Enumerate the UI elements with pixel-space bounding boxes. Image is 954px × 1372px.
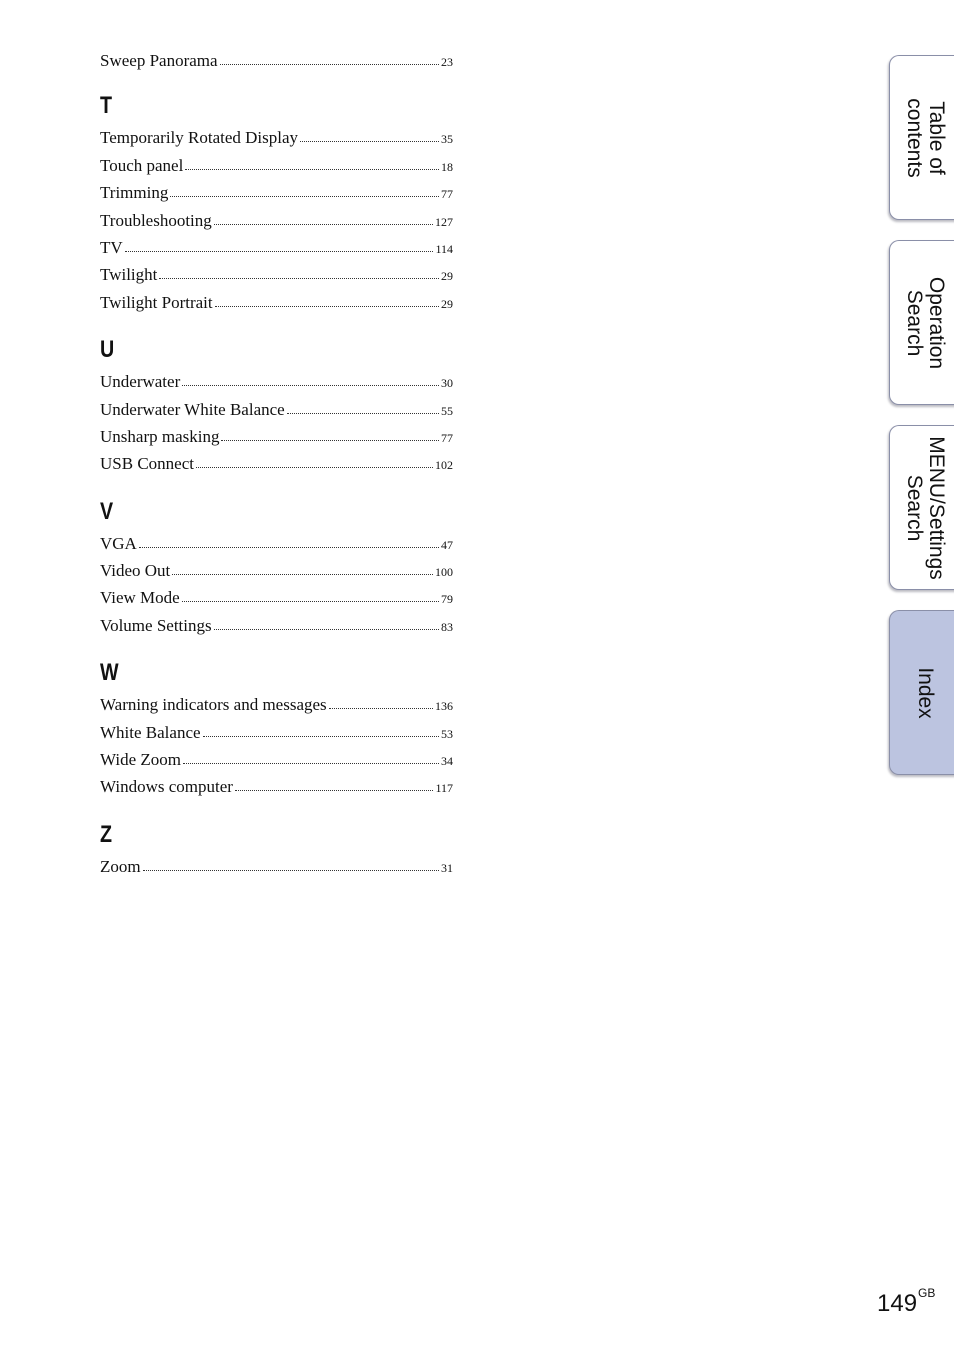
index-page-ref[interactable]: 23 [441, 55, 453, 69]
index-entry[interactable] [100, 691, 453, 718]
index-page-ref[interactable]: 127 [435, 214, 453, 229]
index-entry[interactable] [100, 557, 453, 584]
tab-label-line: MENU/Settings [924, 435, 948, 580]
index-term: Volume Settings [100, 615, 212, 635]
index-page-ref[interactable]: 34 [441, 754, 453, 769]
dot-leader [182, 385, 439, 386]
index-entry[interactable] [100, 450, 453, 477]
section-letter: Z [100, 820, 113, 848]
index-entry[interactable] [100, 853, 453, 880]
index-page-ref[interactable]: 30 [441, 376, 453, 391]
index-list [100, 47, 453, 880]
dot-leader [215, 306, 439, 307]
index-term: Trimming [100, 183, 169, 203]
index-page-ref[interactable]: 53 [441, 726, 453, 741]
dot-leader [185, 169, 439, 170]
tab-label [903, 436, 947, 580]
tab-label [914, 667, 936, 718]
index-page-ref[interactable]: 102 [435, 458, 453, 473]
index-term: TV [100, 237, 123, 257]
index-section-u [100, 336, 453, 478]
page-number [877, 1286, 936, 1318]
index-term: White Balance [100, 722, 201, 742]
index-section-v [100, 498, 453, 640]
dot-leader [183, 763, 439, 764]
tab-menu-settings-search[interactable] [889, 425, 954, 590]
index-page-ref[interactable]: 79 [441, 592, 453, 607]
index-entry[interactable] [100, 396, 453, 423]
index-page-ref[interactable]: 55 [441, 403, 453, 418]
dot-leader [300, 141, 439, 142]
index-page-ref[interactable]: 18 [441, 159, 453, 174]
index-page-ref[interactable]: 77 [441, 187, 453, 202]
index-page-ref[interactable]: 83 [441, 619, 453, 634]
index-entry[interactable] [100, 368, 453, 395]
index-term: Wide Zoom [100, 750, 181, 770]
index-entry[interactable] [100, 530, 453, 557]
index-entry[interactable] [100, 773, 453, 800]
index-entry[interactable] [100, 289, 453, 316]
dot-leader [139, 547, 439, 548]
dot-leader [329, 708, 433, 709]
index-entry[interactable] [100, 612, 453, 639]
index-term: Temporarily Rotated Display [100, 128, 299, 148]
dot-leader [196, 467, 433, 468]
index-section-t [100, 92, 453, 316]
index-page-ref[interactable]: 47 [441, 537, 453, 552]
dot-leader [287, 413, 439, 414]
section-letter: W [100, 659, 119, 687]
index-term: Zoom [100, 856, 141, 876]
index-term: USB Connect [100, 454, 194, 474]
dot-leader [170, 196, 439, 197]
tab-label-line: contents [902, 97, 926, 178]
dot-leader [143, 870, 439, 871]
index-page-ref[interactable]: 77 [441, 430, 453, 445]
index-term: Twilight [100, 265, 158, 285]
index-term: View Mode [100, 588, 180, 608]
index-page-ref[interactable]: 136 [435, 699, 453, 714]
index-entry[interactable] [100, 261, 453, 288]
tab-label-line: Operation [924, 276, 948, 369]
dot-leader [214, 629, 439, 630]
index-entry[interactable] [100, 47, 453, 74]
index-leading-entries [100, 47, 453, 74]
index-page-ref[interactable]: 117 [435, 781, 453, 796]
index-term: Unsharp masking [100, 426, 220, 446]
tab-operation-search[interactable] [889, 240, 954, 405]
dot-leader [182, 601, 439, 602]
dot-leader [214, 224, 433, 225]
index-entry[interactable] [100, 234, 453, 261]
index-section-w [100, 659, 453, 801]
index-page-ref[interactable]: 35 [441, 132, 453, 147]
tab-label-line: Search [902, 289, 926, 356]
index-term: Sweep Panorama [100, 51, 218, 70]
page-number-value: 149 [877, 1290, 918, 1317]
dot-leader [221, 440, 439, 441]
index-term: Underwater White Balance [100, 399, 285, 419]
dot-leader [220, 64, 439, 65]
index-term: Windows computer [100, 777, 233, 797]
index-term: Video Out [100, 561, 171, 581]
index-section-z [100, 821, 453, 880]
index-page-ref[interactable]: 100 [435, 565, 453, 580]
dot-leader [125, 251, 434, 252]
section-letter: U [100, 336, 115, 364]
section-letter: V [100, 497, 114, 525]
index-term: VGA [100, 533, 137, 553]
dot-leader [235, 790, 434, 791]
index-entry[interactable] [100, 207, 453, 234]
index-entry[interactable] [100, 719, 453, 746]
index-entry[interactable] [100, 152, 453, 179]
index-page-ref[interactable]: 31 [441, 860, 453, 875]
index-entry[interactable] [100, 746, 453, 773]
tab-label [903, 276, 947, 368]
tab-label-line: Table of [924, 100, 948, 175]
dot-leader [203, 736, 439, 737]
index-term: Warning indicators and messages [100, 695, 327, 715]
tab-label-line: Index [913, 666, 937, 719]
index-term: Touch panel [100, 155, 184, 175]
tab-label-line: Search [902, 474, 926, 541]
index-entry[interactable] [100, 423, 453, 450]
index-page-ref[interactable]: 114 [435, 241, 453, 256]
tab-table-of-contents[interactable] [889, 55, 954, 220]
section-letter: T [100, 92, 113, 120]
tab-index[interactable] [889, 610, 954, 775]
index-entry[interactable] [100, 124, 453, 151]
index-page-ref[interactable]: 29 [441, 269, 453, 284]
index-page-ref[interactable]: 29 [441, 296, 453, 311]
index-term: Underwater [100, 372, 181, 392]
index-entry[interactable] [100, 584, 453, 611]
index-term: Twilight Portrait [100, 292, 213, 312]
page-number-suffix: GB [918, 1286, 936, 1300]
dot-leader [159, 278, 439, 279]
tab-label [903, 98, 947, 177]
index-entry[interactable] [100, 179, 453, 206]
index-term: Troubleshooting [100, 210, 212, 230]
dot-leader [172, 574, 433, 575]
